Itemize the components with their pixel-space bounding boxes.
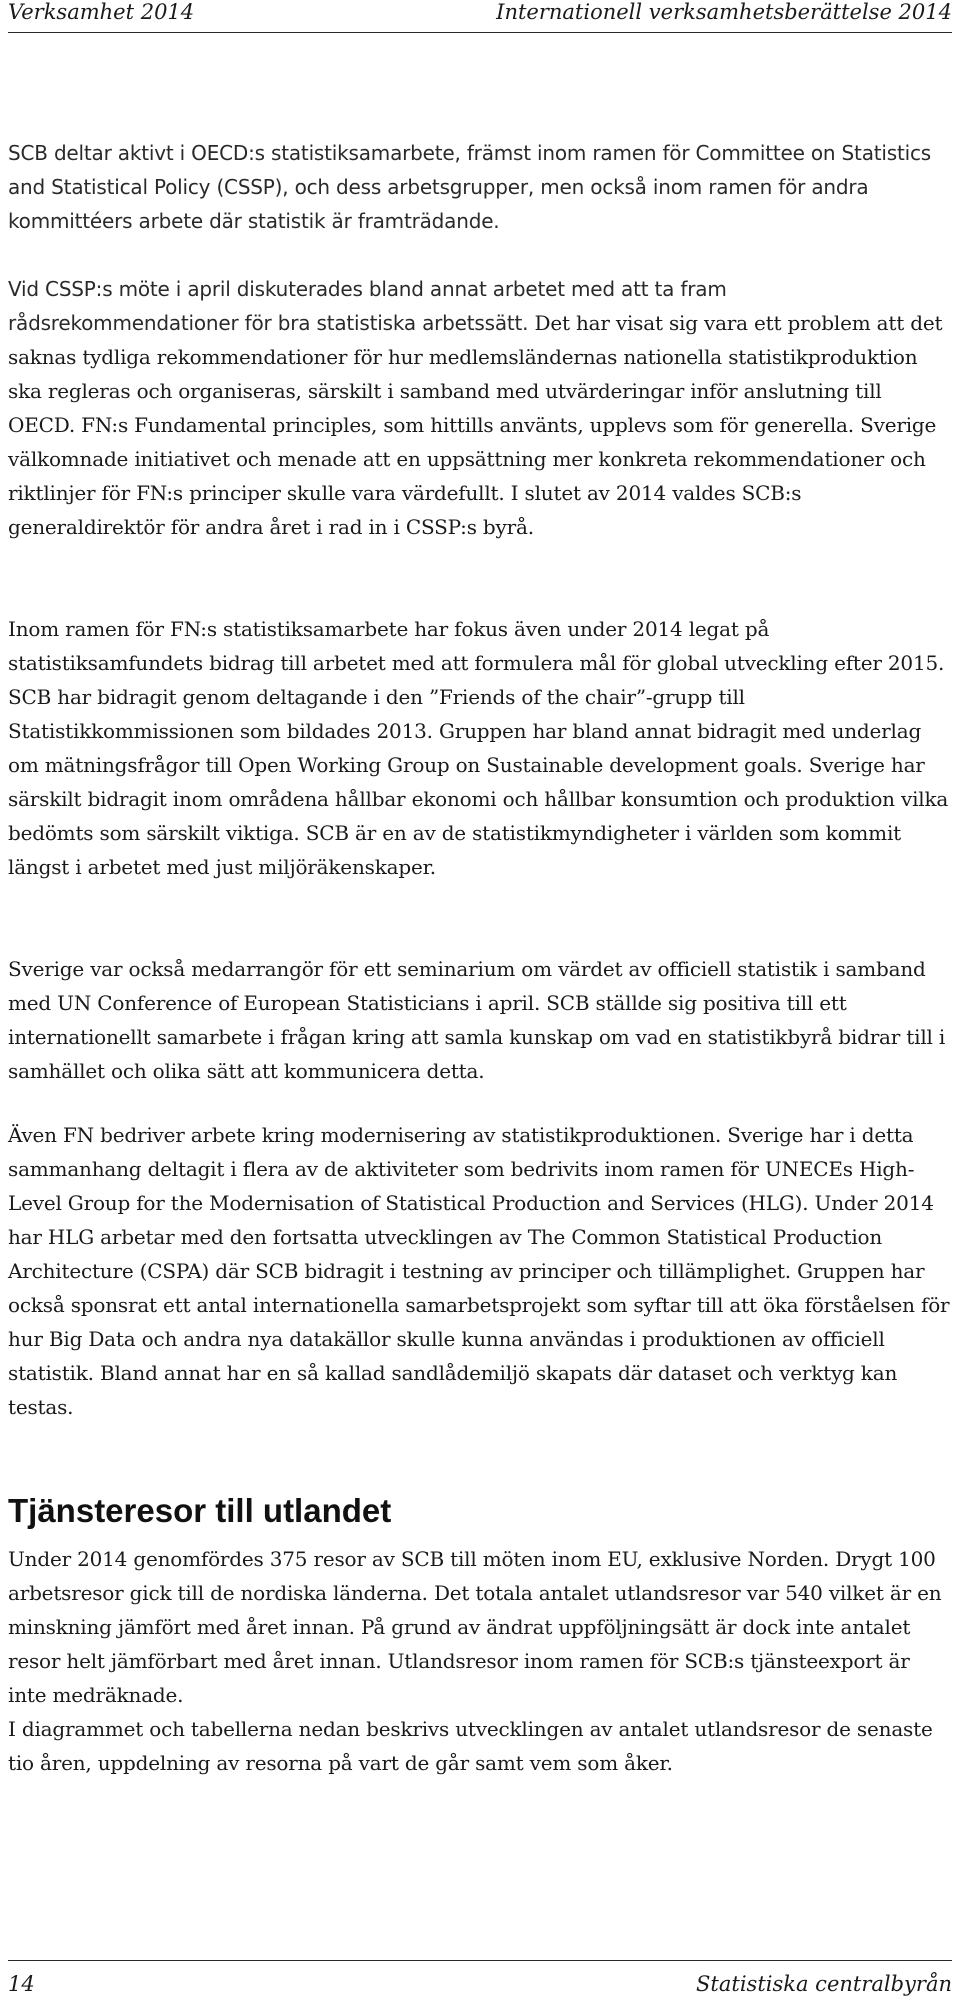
paragraph-cssp-meeting (8, 272, 952, 544)
paragraph-un-cooperation: Inom ramen för FN:s statistiksamarbete har fokus även under 2014 legat på statistiksamfundets bidrag till arbetet med att formulera mål för global utveckling efter 2015. SCB har bidragit genom deltagande i den ”Friends of the chair”-grupp till Statistikkommissionen som bildades 2013. Gruppen har bland annat bidragit med underlag om mätningsfrågor till Open Working Group on Sustainable development goals. Sverige har särskilt bidragit inom områdena hållbar ekonomi och hållbar konsumtion och produktion vilka bedömts som särskilt viktiga. SCB är en av de statistikmyndigheter i världen som kommit längst i arbetet med just miljöräkenskaper. (8, 617, 949, 879)
footer-divider (8, 1960, 952, 1961)
section-heading-travel: Tjänsteresor till utlandet (8, 1492, 392, 1529)
paragraph-oecd-cooperation: SCB deltar aktivt i OECD:s statistiksamarbete, främst inom ramen för Committee on Statistics and Statistical Policy (CSSP), och dess arbetsgrupper, men också inom ramen för andra kommittéers arbete där statistik är framträdande. (8, 141, 931, 233)
paragraph-cssp-meeting-body: Det har visat sig vara ett problem att det saknas tydliga rekommendationer för hur medlemsländernas nationella statistikproduktion ska regleras och organiseras, särskilt i samband med utvärderingar inför anslutning till OECD. FN:s Fundamental principles, som hittills använts, upplevs som för generella. Sverige välkomnade initiativet och menade att en uppsättning mer konkreta rekommendationer och riktlinjer för FN:s principer skulle vara värdefullt. I slutet av 2014 valdes SCB:s generaldirektör för andra året i rad in i CSSP:s byrå. (8, 311, 943, 539)
header-document-title: Internationell verksamhetsberättelse 2014 (496, 0, 952, 24)
footer-publisher: Statistiska centralbyrån (696, 1972, 952, 1996)
header-divider (8, 32, 952, 33)
page-number: 14 (8, 1972, 35, 1996)
running-footer (8, 1960, 952, 2000)
paragraph-travel-statistics: Under 2014 genomfördes 375 resor av SCB till möten inom EU, exklusive Norden. Drygt 100 arbetsresor gick till de nordiska länderna. Det totala antalet utlandsresor var 540 vilket är en minskning jämfört med året innan. På grund av ändrat uppföljningsätt är dock inte antalet resor helt jämförbart med året innan. Utlandsresor inom ramen för SCB:s tjänsteexport är inte medräknade. (8, 1547, 942, 1707)
running-header (8, 0, 952, 34)
paragraph-diagram-intro: I diagrammet och tabellerna nedan beskrivs utvecklingen av antalet utlandsresor de senaste tio åren, uppdelning av resorna på vart de går samt vem som åker. (8, 1717, 933, 1775)
paragraph-cssp-meeting-intro: Vid CSSP:s möte i april diskuterades bland annat arbetet med att ta fram rådsrekommendationer för bra statistiska arbetssätt. (8, 277, 727, 335)
paragraph-seminar: Sverige var också medarrangör för ett seminarium om värdet av officiell statistik i samband med UN Conference of European Statisticians i april. SCB ställde sig positiva till ett internationellt samarbete i frågan kring att samla kunskap om vad en statistikbyrå bidrar till i samhället och olika sätt att kommunicera detta. (8, 957, 946, 1083)
header-section-title: Verksamhet 2014 (8, 0, 195, 24)
paragraph-modernisation: Även FN bedriver arbete kring modernisering av statistikproduktionen. Sverige har i detta sammanhang deltagit i flera av de aktiviteter som bedrivits inom ramen för UNECEs High-Level Group for the Modernisation of Statistical Production and Services (HLG). Under 2014 har HLG arbetar med den fortsatta utvecklingen av The Common Statistical Production Architecture (CSPA) där SCB bidragit i testning av principer och tillämplighet. Gruppen har också sponsrat ett antal internationella samarbetsprojekt som syftar till att öka förståelsen för hur Big Data och andra nya datakällor skulle kunna användas i produktionen av officiell statistik. Bland annat har en så kallad sandlådemiljö skapats där dataset och verktyg kan testas. (8, 1123, 950, 1419)
